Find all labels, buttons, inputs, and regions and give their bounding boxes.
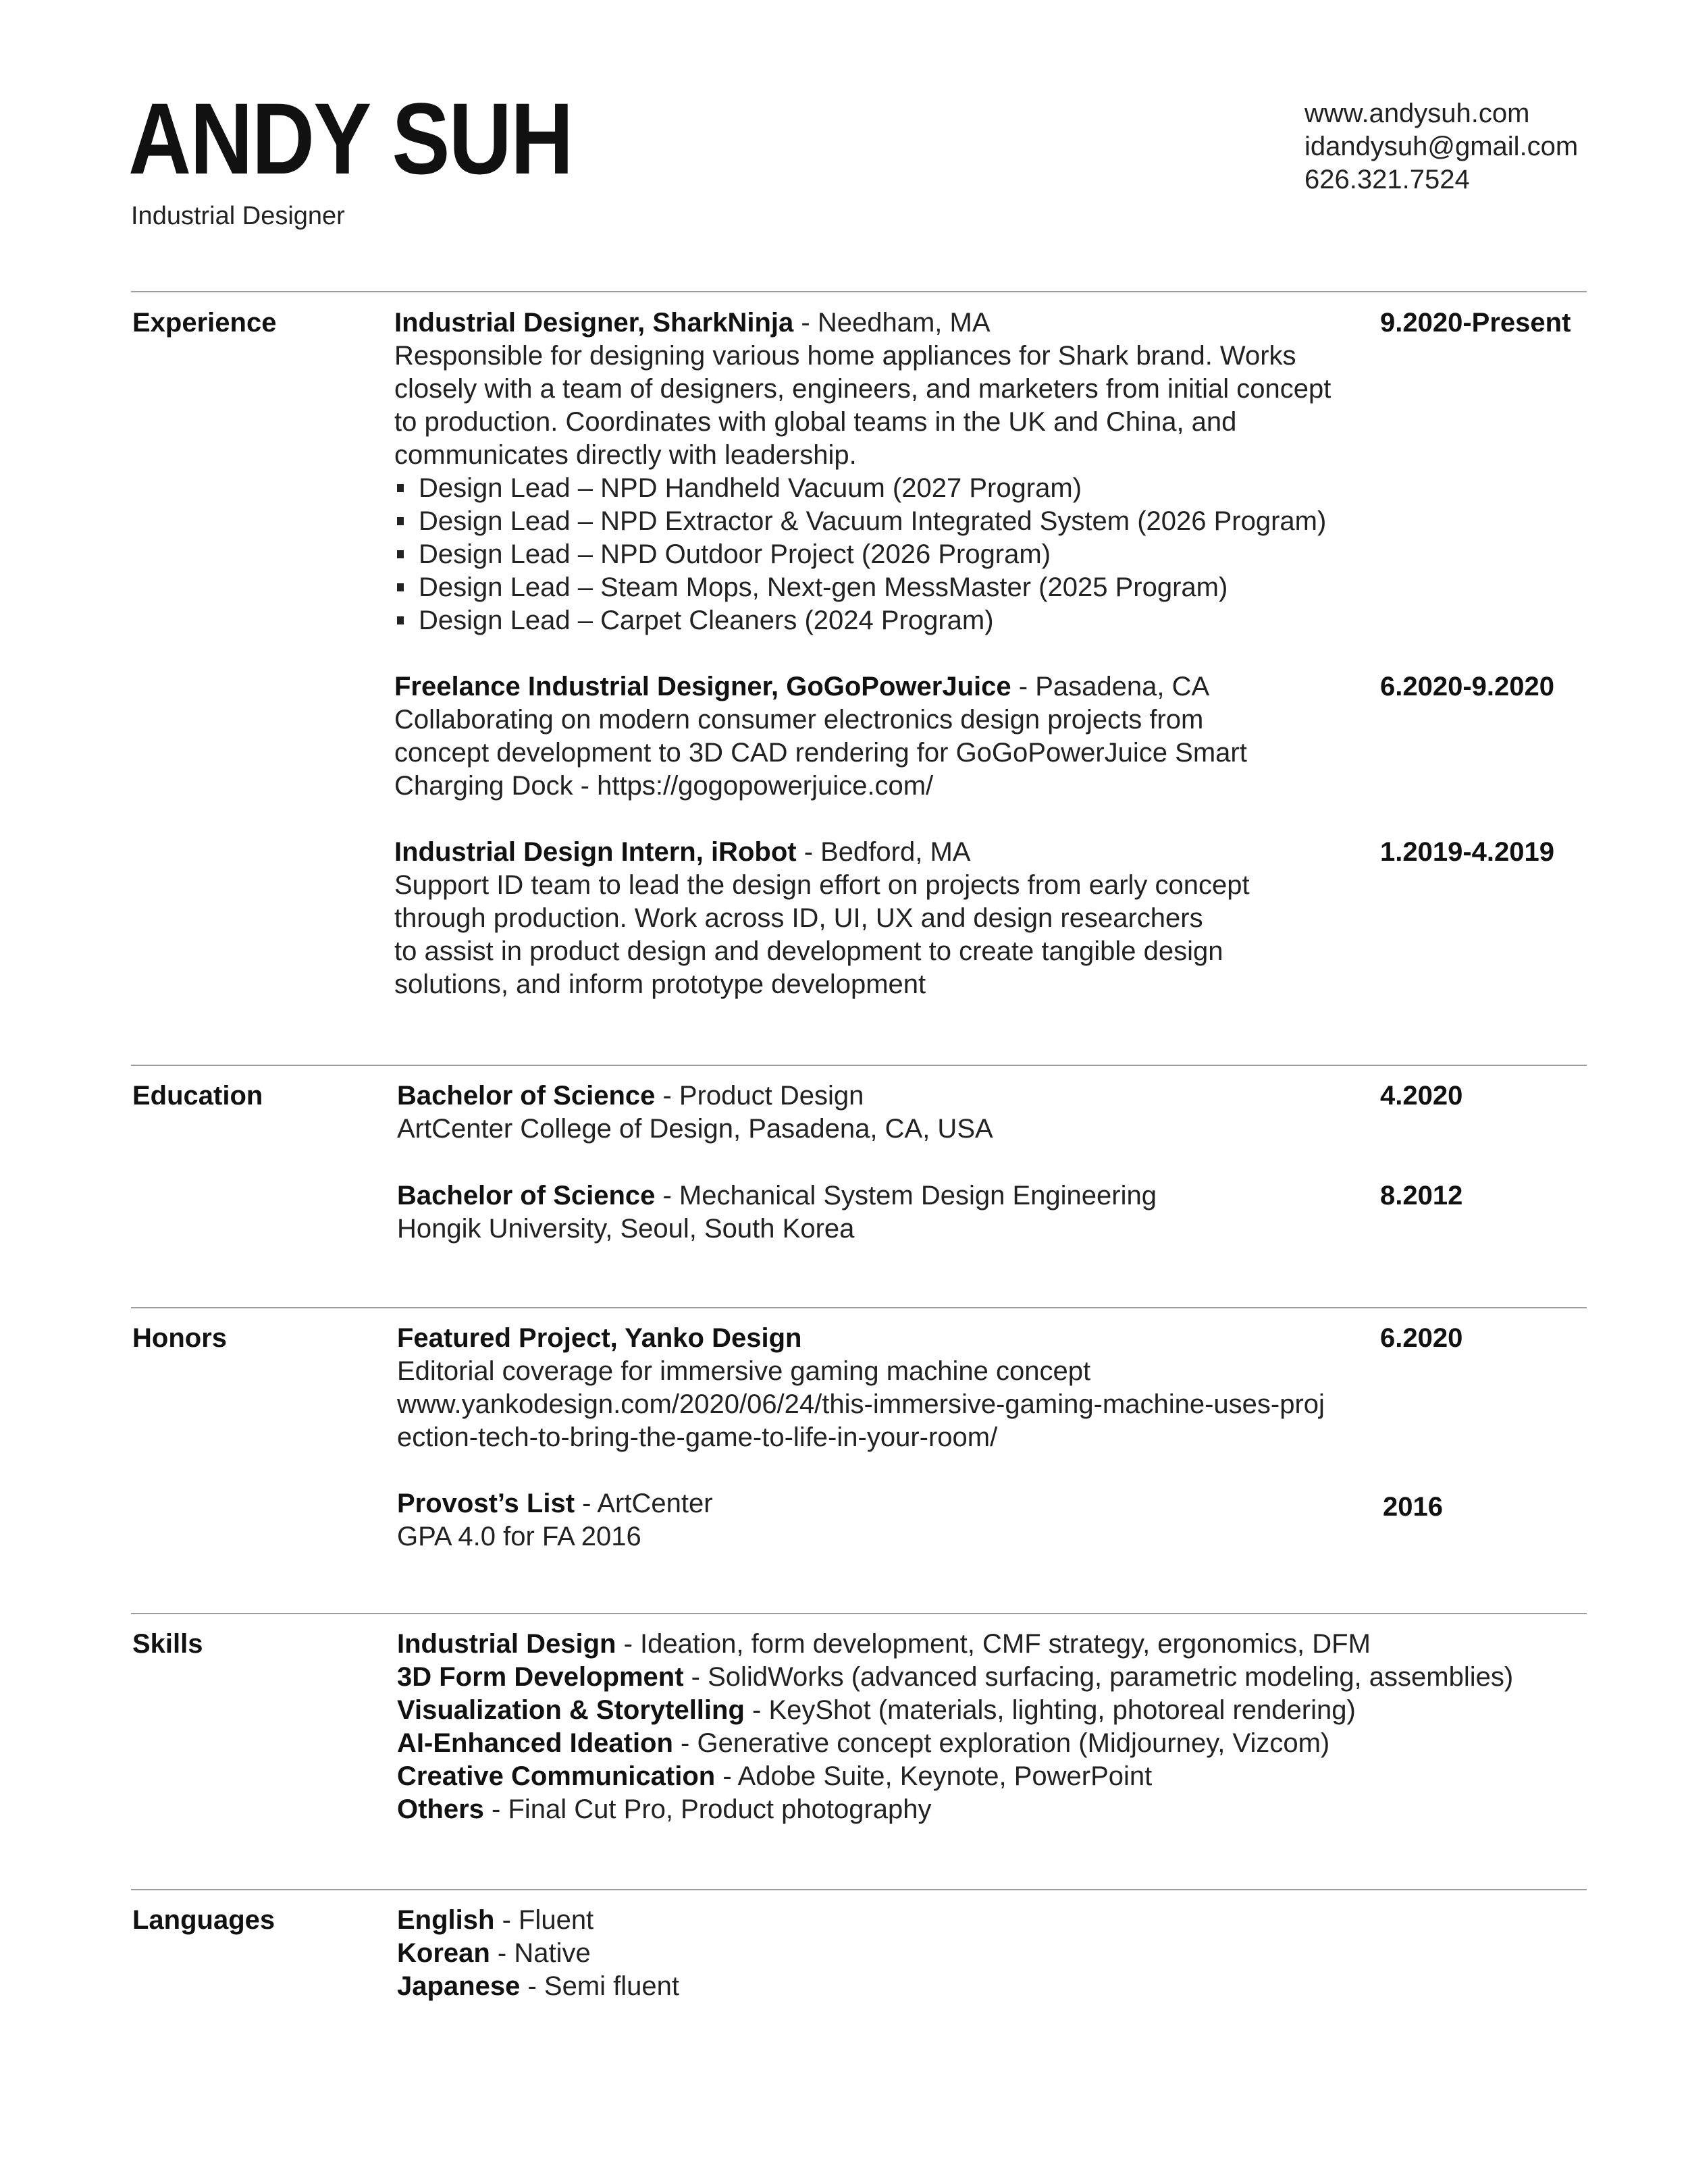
school-name: ArtCenter College of Design, Pasadena, CA, USA — [397, 1114, 993, 1144]
skill-item — [397, 1760, 1356, 1793]
language-name: Japanese — [397, 1971, 521, 2001]
phone-number: 626.321.7524 — [1304, 165, 1470, 194]
entry-title: Industrial Designer, SharkNinja — [394, 308, 794, 338]
contact-block — [1304, 97, 1578, 196]
bullet-item — [394, 505, 1353, 538]
experience-entry — [394, 307, 1353, 637]
entry-date: 8.2012 — [1380, 1181, 1463, 1210]
entry-description-line: to assist in product design and development to create tangible design — [394, 936, 1223, 966]
experience-entry — [394, 836, 1353, 1001]
honor-detail: - ArtCenter — [575, 1489, 713, 1518]
entry-date: 2016 — [1383, 1492, 1443, 1522]
school-name: Hongik University, Seoul, South Korea — [397, 1214, 855, 1244]
resume-name: ANDY SUH — [128, 82, 573, 195]
skill-detail: - Final Cut Pro, Product photography — [483, 1794, 932, 1824]
language-level: - Native — [490, 1938, 591, 1968]
bullet-icon — [397, 616, 404, 624]
entry-description-line: to production. Coordinates with global teams in the UK and China, and — [394, 407, 1237, 437]
skill-name: 3D Form Development — [397, 1662, 684, 1692]
section-divider — [131, 1889, 1587, 1890]
section-divider — [131, 1613, 1587, 1614]
bullet-icon — [397, 517, 404, 525]
degree-title: Bachelor of Science — [397, 1181, 656, 1210]
section-divider — [131, 291, 1587, 292]
language-item — [397, 1970, 1356, 2003]
honor-url[interactable]: www.yankodesign.com/2020/06/24/this-immersive-gaming-machine-uses-proj — [397, 1389, 1325, 1419]
language-name: English — [397, 1905, 495, 1935]
entry-description-line: concept development to 3D CAD rendering for GoGoPowerJuice Smart — [394, 738, 1247, 768]
honor-entry — [397, 1487, 1356, 1553]
entry-title: Freelance Industrial Designer, GoGoPowerJuice — [394, 672, 1011, 701]
honor-title: Provost’s List — [397, 1489, 575, 1518]
language-item — [397, 1937, 1356, 1970]
bullet-icon — [397, 484, 404, 492]
skill-detail: - SolidWorks (advanced surfacing, parametric modeling, assemblies) — [683, 1662, 1514, 1692]
entry-heading — [397, 1080, 1356, 1113]
skill-detail: - Ideation, form development, CMF strategy, ergonomics, DFM — [616, 1629, 1371, 1659]
email-link[interactable]: idandysuh@gmail.com — [1304, 132, 1579, 161]
entry-date: 6.2020-9.2020 — [1380, 672, 1555, 701]
skill-detail: - Adobe Suite, Keynote, PowerPoint — [715, 1761, 1153, 1791]
entry-description-line: solutions, and inform prototype development — [394, 969, 926, 999]
skill-item — [397, 1661, 1514, 1694]
skill-name: Visualization & Storytelling — [397, 1695, 745, 1725]
entry-location: - Pasadena, CA — [1011, 672, 1210, 701]
entry-heading — [397, 1322, 1356, 1355]
entry-date: 4.2020 — [1380, 1081, 1463, 1111]
bullet-text: Design Lead – Steam Mops, Next-gen MessMaster (2025 Program) — [419, 572, 1228, 602]
language-item — [397, 1904, 1356, 1937]
section-label-education: Education — [132, 1081, 263, 1111]
education-entry — [397, 1179, 1356, 1246]
skill-detail: - KeyShot (materials, lighting, photoreal rendering) — [744, 1695, 1356, 1725]
honor-description: GPA 4.0 for FA 2016 — [397, 1522, 641, 1551]
section-label-languages: Languages — [132, 1905, 275, 1935]
skill-name: Others — [397, 1794, 484, 1824]
section-divider — [131, 1307, 1587, 1308]
entry-date: 9.2020-Present — [1380, 308, 1571, 338]
honor-entry — [397, 1322, 1356, 1454]
entry-heading — [397, 1487, 1356, 1520]
bullet-item — [394, 604, 1353, 637]
skills-list — [397, 1628, 1514, 1826]
bullet-icon — [397, 550, 404, 558]
entry-date: 1.2019-4.2019 — [1380, 837, 1555, 867]
entry-description-line: through production. Work across ID, UI, UX and design researchers — [394, 903, 1203, 933]
skill-item — [397, 1694, 1356, 1727]
skill-item — [397, 1727, 1356, 1760]
entry-description-line: Support ID team to lead the design effort on projects from early concept — [394, 870, 1250, 900]
bullet-item — [394, 571, 1353, 604]
honor-title: Featured Project, Yanko Design — [397, 1323, 802, 1353]
entry-description-line: Collaborating on modern consumer electronics design projects from — [394, 705, 1204, 735]
entry-heading — [394, 307, 1353, 340]
skill-detail: - Generative concept exploration (Midjourney, Vizcom) — [672, 1728, 1330, 1758]
degree-field: - Product Design — [655, 1081, 864, 1111]
skill-name: AI-Enhanced Ideation — [397, 1728, 673, 1758]
skill-name: Creative Communication — [397, 1761, 716, 1791]
job-title: Industrial Designer — [131, 202, 345, 230]
entry-title: Industrial Design Intern, iRobot — [394, 837, 797, 867]
bullet-item — [394, 472, 1353, 505]
languages-list — [397, 1904, 1356, 2003]
entry-location: - Needham, MA — [793, 308, 991, 338]
entry-description-line: communicates directly with leadership. — [394, 440, 857, 470]
entry-heading — [394, 670, 1353, 703]
entry-heading — [397, 1179, 1356, 1213]
language-name: Korean — [397, 1938, 490, 1968]
degree-field: - Mechanical System Design Engineering — [655, 1181, 1157, 1210]
entry-heading — [394, 836, 1353, 869]
entry-description-line: closely with a team of designers, engineers, and marketers from initial concept — [394, 374, 1331, 404]
bullet-text: Design Lead – NPD Outdoor Project (2026 Program) — [419, 539, 1051, 569]
degree-title: Bachelor of Science — [397, 1081, 656, 1111]
skill-item — [397, 1793, 1356, 1826]
experience-entry — [394, 670, 1353, 803]
bullet-text: Design Lead – NPD Handheld Vacuum (2027 Program) — [419, 473, 1082, 503]
section-label-experience: Experience — [132, 308, 277, 338]
entry-date: 6.2020 — [1380, 1323, 1463, 1353]
section-label-skills: Skills — [132, 1629, 203, 1659]
section-divider — [131, 1065, 1587, 1066]
bullet-text: Design Lead – NPD Extractor & Vacuum Integrated System (2026 Program) — [419, 506, 1327, 536]
education-entry — [397, 1080, 1356, 1146]
entry-description-line: Responsible for designing various home appliances for Shark brand. Works — [394, 341, 1296, 371]
language-level: - Semi fluent — [520, 1971, 679, 2001]
bullet-text: Design Lead – Carpet Cleaners (2024 Program) — [419, 606, 994, 635]
website-link[interactable]: www.andysuh.com — [1304, 99, 1530, 128]
section-label-honors: Honors — [132, 1323, 227, 1353]
entry-location: - Bedford, MA — [796, 837, 971, 867]
honor-description: Editorial coverage for immersive gaming machine concept — [397, 1356, 1091, 1386]
language-level: - Fluent — [494, 1905, 594, 1935]
skill-item — [397, 1628, 1371, 1661]
honor-url[interactable]: ection-tech-to-bring-the-game-to-life-in-your-room/ — [397, 1422, 998, 1452]
entry-description-line: Charging Dock - https://gogopowerjuice.com/ — [394, 771, 934, 801]
bullet-item — [394, 538, 1353, 571]
skill-name: Industrial Design — [397, 1629, 616, 1659]
bullet-icon — [397, 583, 404, 591]
